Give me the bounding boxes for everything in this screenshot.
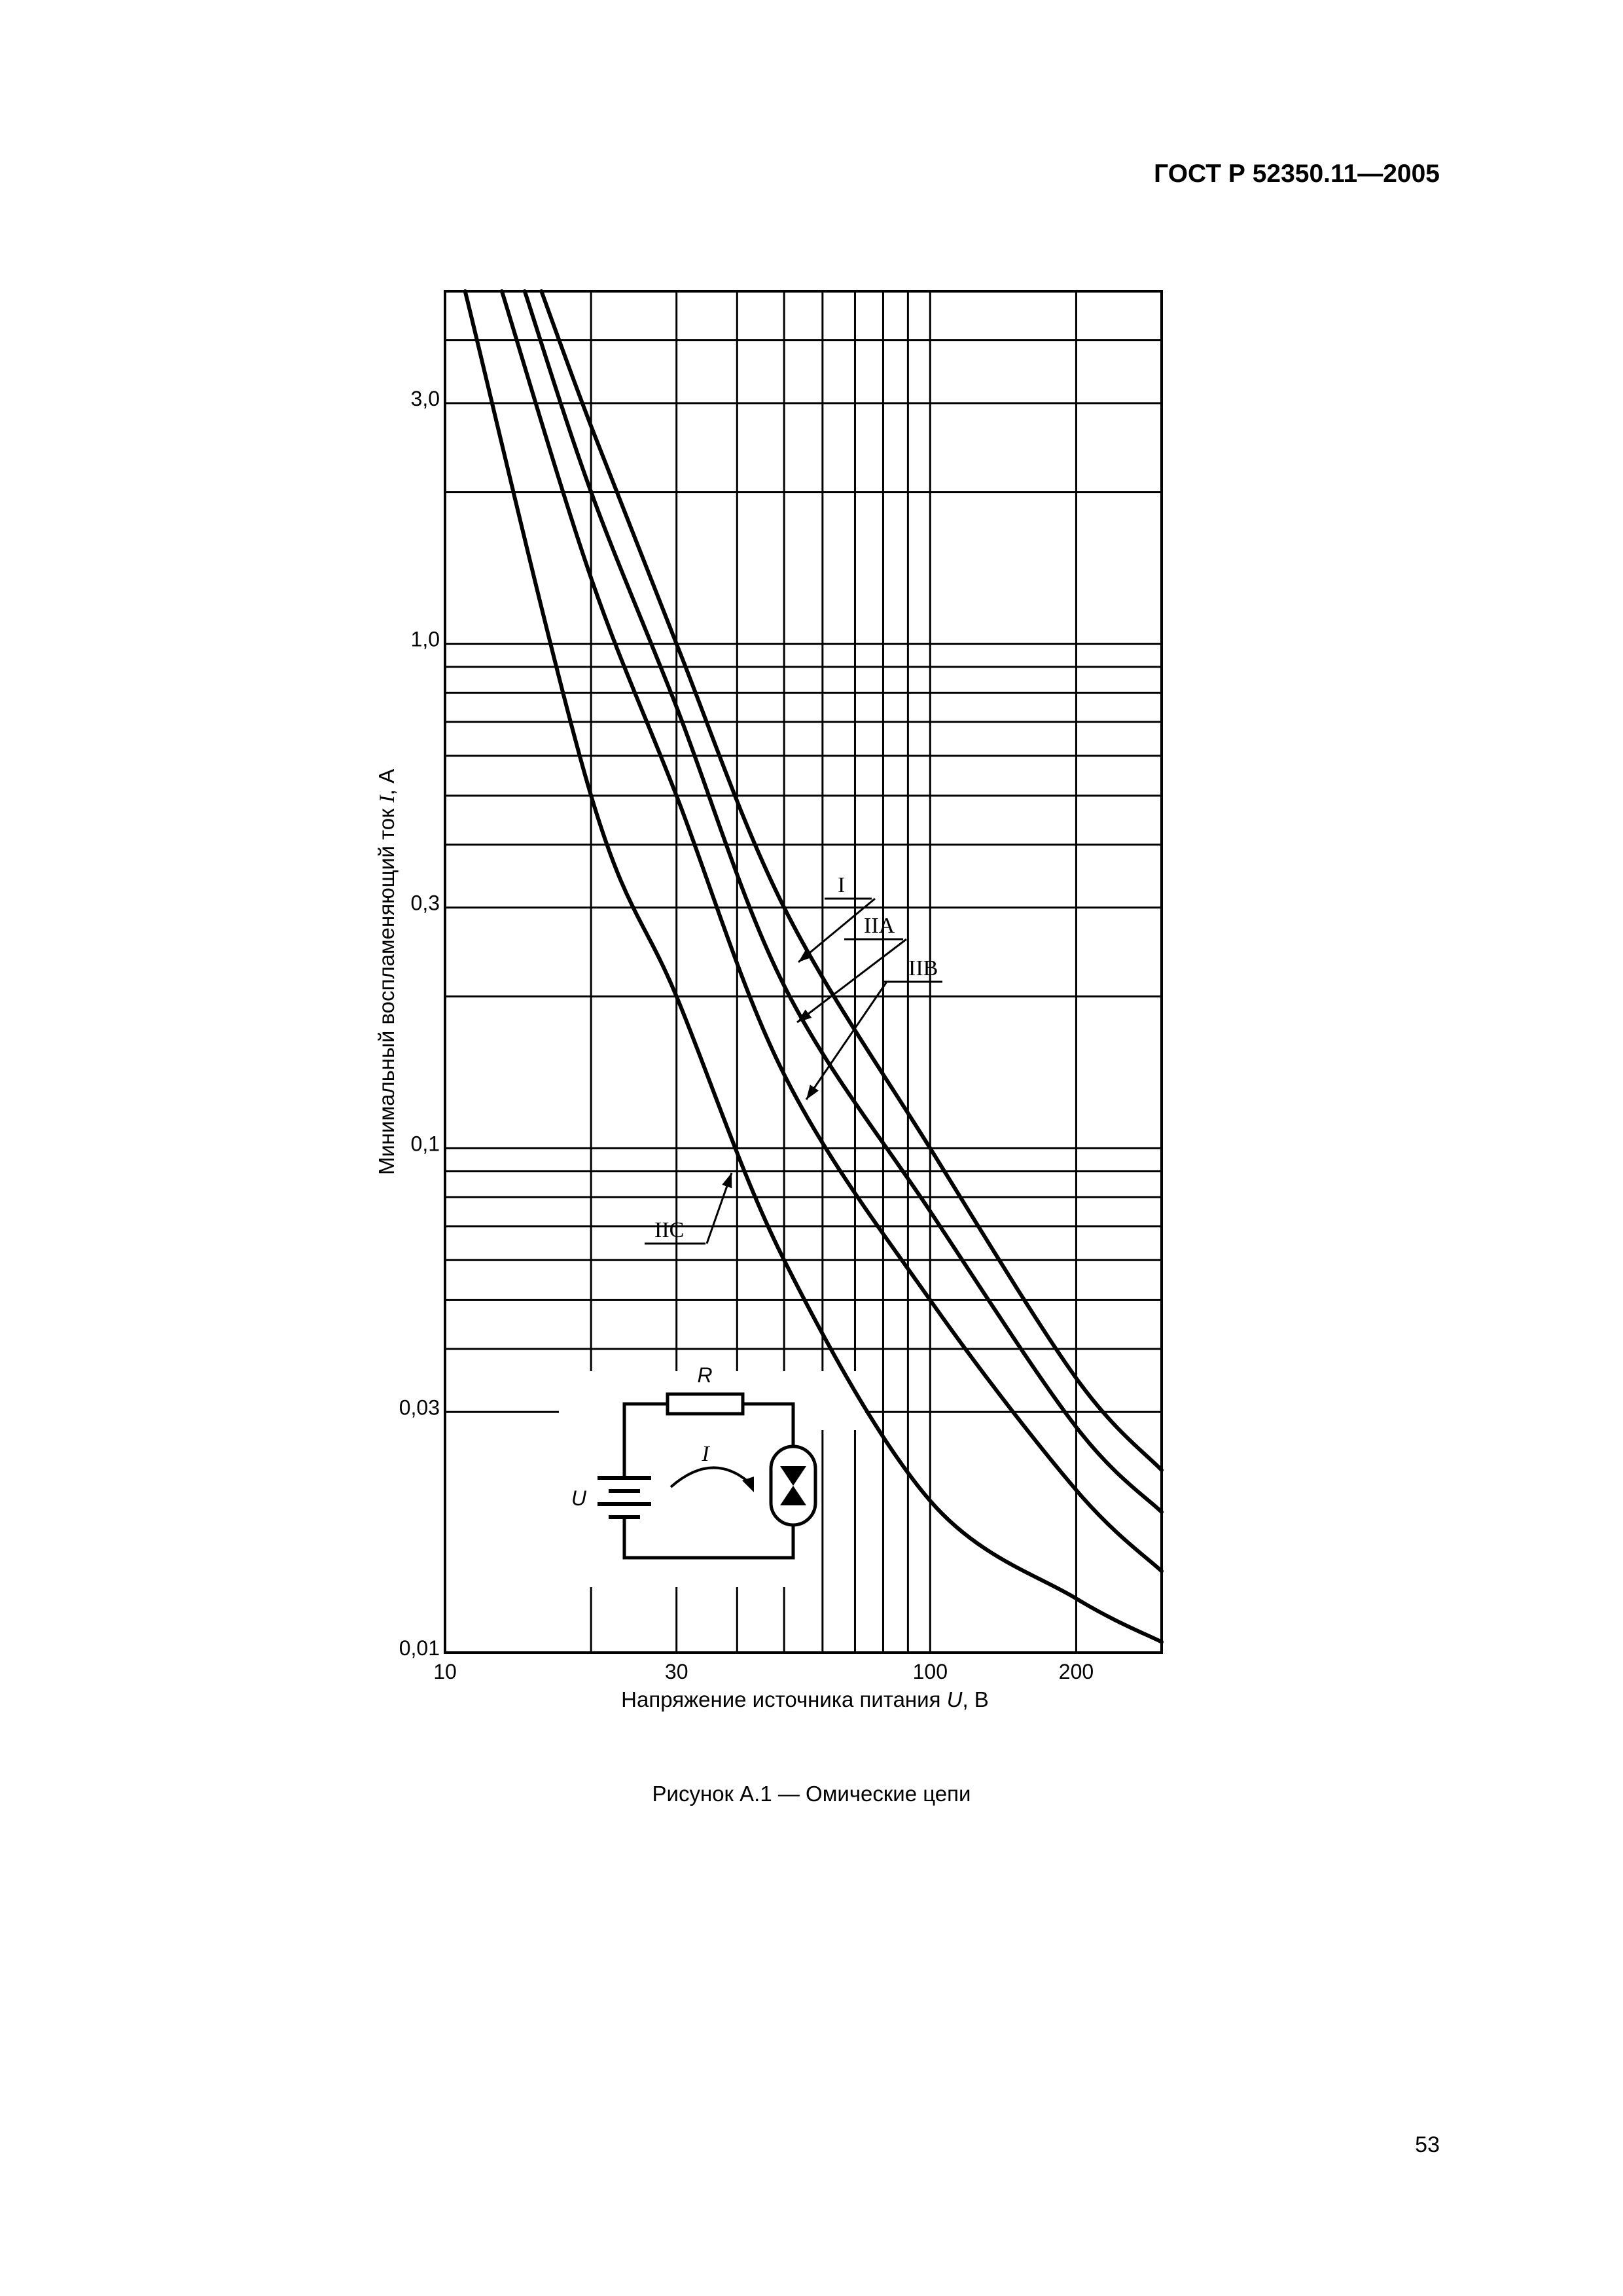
series-leader-arrow	[806, 1085, 819, 1100]
x-axis-title-variable: U	[946, 1687, 963, 1712]
page-number: 53	[1415, 2132, 1440, 2157]
y-tick-label: 0,3	[410, 891, 440, 915]
y-axis-title-unit: , А	[374, 768, 399, 796]
y-tick-label: 3,0	[410, 386, 440, 410]
series-label-iib: IIB	[908, 956, 938, 980]
voltage-label: U	[571, 1486, 586, 1510]
y-axis-title-variable: I	[376, 795, 399, 803]
y-tick-label: 0,1	[410, 1132, 440, 1156]
document-header: ГОСТ Р 52350.11—2005	[1154, 160, 1440, 188]
series-line-iia	[525, 291, 1162, 1512]
current-label: I	[702, 1442, 709, 1466]
resistor-label: R	[697, 1363, 713, 1387]
series-label-iia: IIA	[864, 914, 895, 938]
x-axis-title-text: Напряжение источника питания	[621, 1687, 947, 1712]
series-line-i	[541, 291, 1162, 1470]
x-axis-title-unit: , В	[962, 1687, 989, 1712]
y-axis-title-text: Минимальный воспламеняющий ток	[374, 802, 399, 1175]
series-leader-arrow	[722, 1173, 732, 1188]
y-tick-label: 0,01	[399, 1636, 440, 1660]
series-label-i: I	[838, 873, 846, 897]
series-leader-line	[806, 982, 887, 1100]
x-tick-label: 10	[433, 1660, 457, 1683]
x-tick-label: 30	[664, 1660, 688, 1683]
series-label-iic: IIC	[654, 1218, 685, 1242]
inset-mask	[813, 1371, 865, 1430]
x-axis-title	[621, 1687, 989, 1712]
figure-caption-text: Рисунок А.1 — Омические цепи	[652, 1782, 971, 1806]
x-tick-label: 200	[1058, 1660, 1094, 1683]
y-tick-label: 0,03	[399, 1395, 440, 1420]
y-tick-label: 1,0	[410, 627, 440, 651]
y-axis-title	[374, 769, 399, 1175]
x-tick-label: 100	[912, 1660, 948, 1683]
figure-caption	[0, 1782, 1623, 1806]
